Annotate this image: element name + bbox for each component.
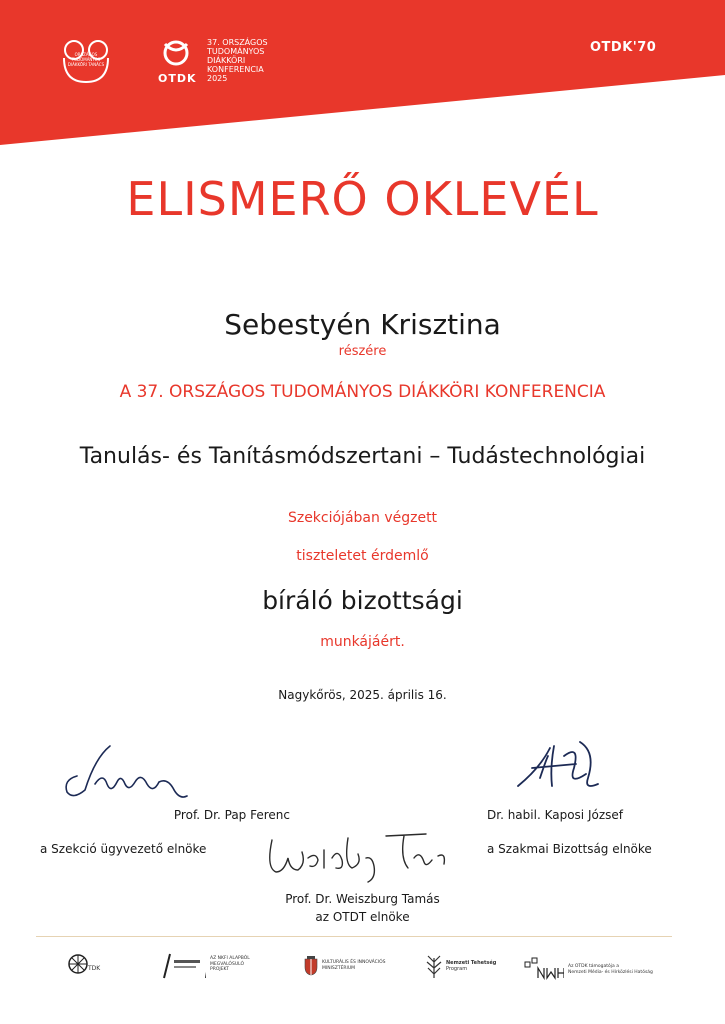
role-text: bíráló bizottsági — [262, 586, 463, 615]
section-suffix: Szekciójában végzett — [287, 510, 438, 526]
otdk-owl-logo-icon — [156, 38, 196, 68]
corner-mark: OTDK'70 — [590, 40, 657, 55]
nkfi-line: MEGVALÓSULÓ — [210, 961, 245, 967]
conference-line: 37. ORSZÁGOS — [207, 38, 268, 47]
nkfi-logo — [156, 950, 266, 986]
logo-word: OTDK — [158, 72, 197, 85]
issue-date: Nagykőrös, 2025. április 16. — [278, 688, 447, 702]
conference-line: TUDOMÁNYOS — [207, 47, 265, 56]
nmhh-line: Az OTDK támogatója a — [568, 964, 619, 969]
wheat-icon — [424, 954, 444, 978]
nmhh-logo — [524, 950, 674, 986]
nmhh-line: Nemzeti Média- és Hírközlési Hatóság — [568, 969, 653, 975]
conference-line: KONFERENCIA — [207, 65, 264, 74]
signatory-right-role: a Szakmai Bizottság elnöke — [487, 842, 652, 856]
nkfi-line: PROJEKT — [210, 967, 229, 972]
for-text: részére — [338, 344, 387, 359]
sponsor-strip — [0, 950, 725, 990]
signatory-left-role: a Szekció ügyvezető elnöke — [40, 842, 207, 856]
conference-label — [207, 38, 268, 83]
signature-right-icon — [510, 738, 610, 800]
kim-line: KULTURÁLIS ÉS INNOVÁCIÓS — [322, 960, 386, 965]
tdk-label: TDK — [88, 965, 101, 972]
tdk-logo — [66, 950, 106, 986]
ntp-line: Nemzeti Tehetség — [446, 960, 497, 966]
nmhh-text — [568, 964, 653, 975]
signatory-left-name: Prof. Dr. Pap Ferenc — [173, 808, 290, 822]
conference-line: 2025 — [207, 74, 228, 83]
conference-line: DIÁKKÖRI — [207, 56, 246, 65]
conference-name: A 37. ORSZÁGOS TUDOMÁNYOS DIÁKKÖRI KONFERENCIA — [119, 382, 606, 402]
signatory-right-name: Dr. habil. Kaposi József — [487, 808, 623, 822]
certificate-title: ELISMERŐ OKLEVÉL — [126, 172, 599, 226]
signature-middle-icon — [262, 828, 452, 884]
section-name: Tanulás- és Tanításmódszertani – Tudástechnológiai — [79, 444, 646, 469]
recipient-name: Sebestyén Krisztina — [224, 308, 501, 341]
nkfi-text — [210, 956, 250, 973]
logo-left-text: ORSZÁGOS TUDOMÁNYOS DIÁKKÖRI TANÁCS — [67, 52, 105, 67]
kim-line: MINISZTÉRIUM — [322, 965, 356, 971]
footer-divider — [36, 936, 672, 937]
signatory-middle-role: az OTDT elnöke — [315, 910, 410, 924]
signatory-middle-name: Prof. Dr. Weiszburg Tamás — [285, 892, 440, 906]
kim-text — [322, 960, 386, 971]
ntp-text — [446, 960, 496, 972]
coat-of-arms-icon — [304, 956, 318, 976]
nmhh-icon — [524, 956, 564, 980]
nkfi-icon — [156, 950, 206, 980]
kim-logo — [304, 950, 404, 986]
praise-text: tiszteletet érdemlő — [296, 548, 429, 564]
ntp-logo — [424, 950, 514, 986]
nkfi-line: AZ NKFI ALAPBÓL — [210, 956, 250, 961]
signature-left-icon — [55, 738, 205, 808]
work-text: munkájáért. — [320, 634, 405, 650]
ntp-line: Program — [446, 966, 468, 972]
